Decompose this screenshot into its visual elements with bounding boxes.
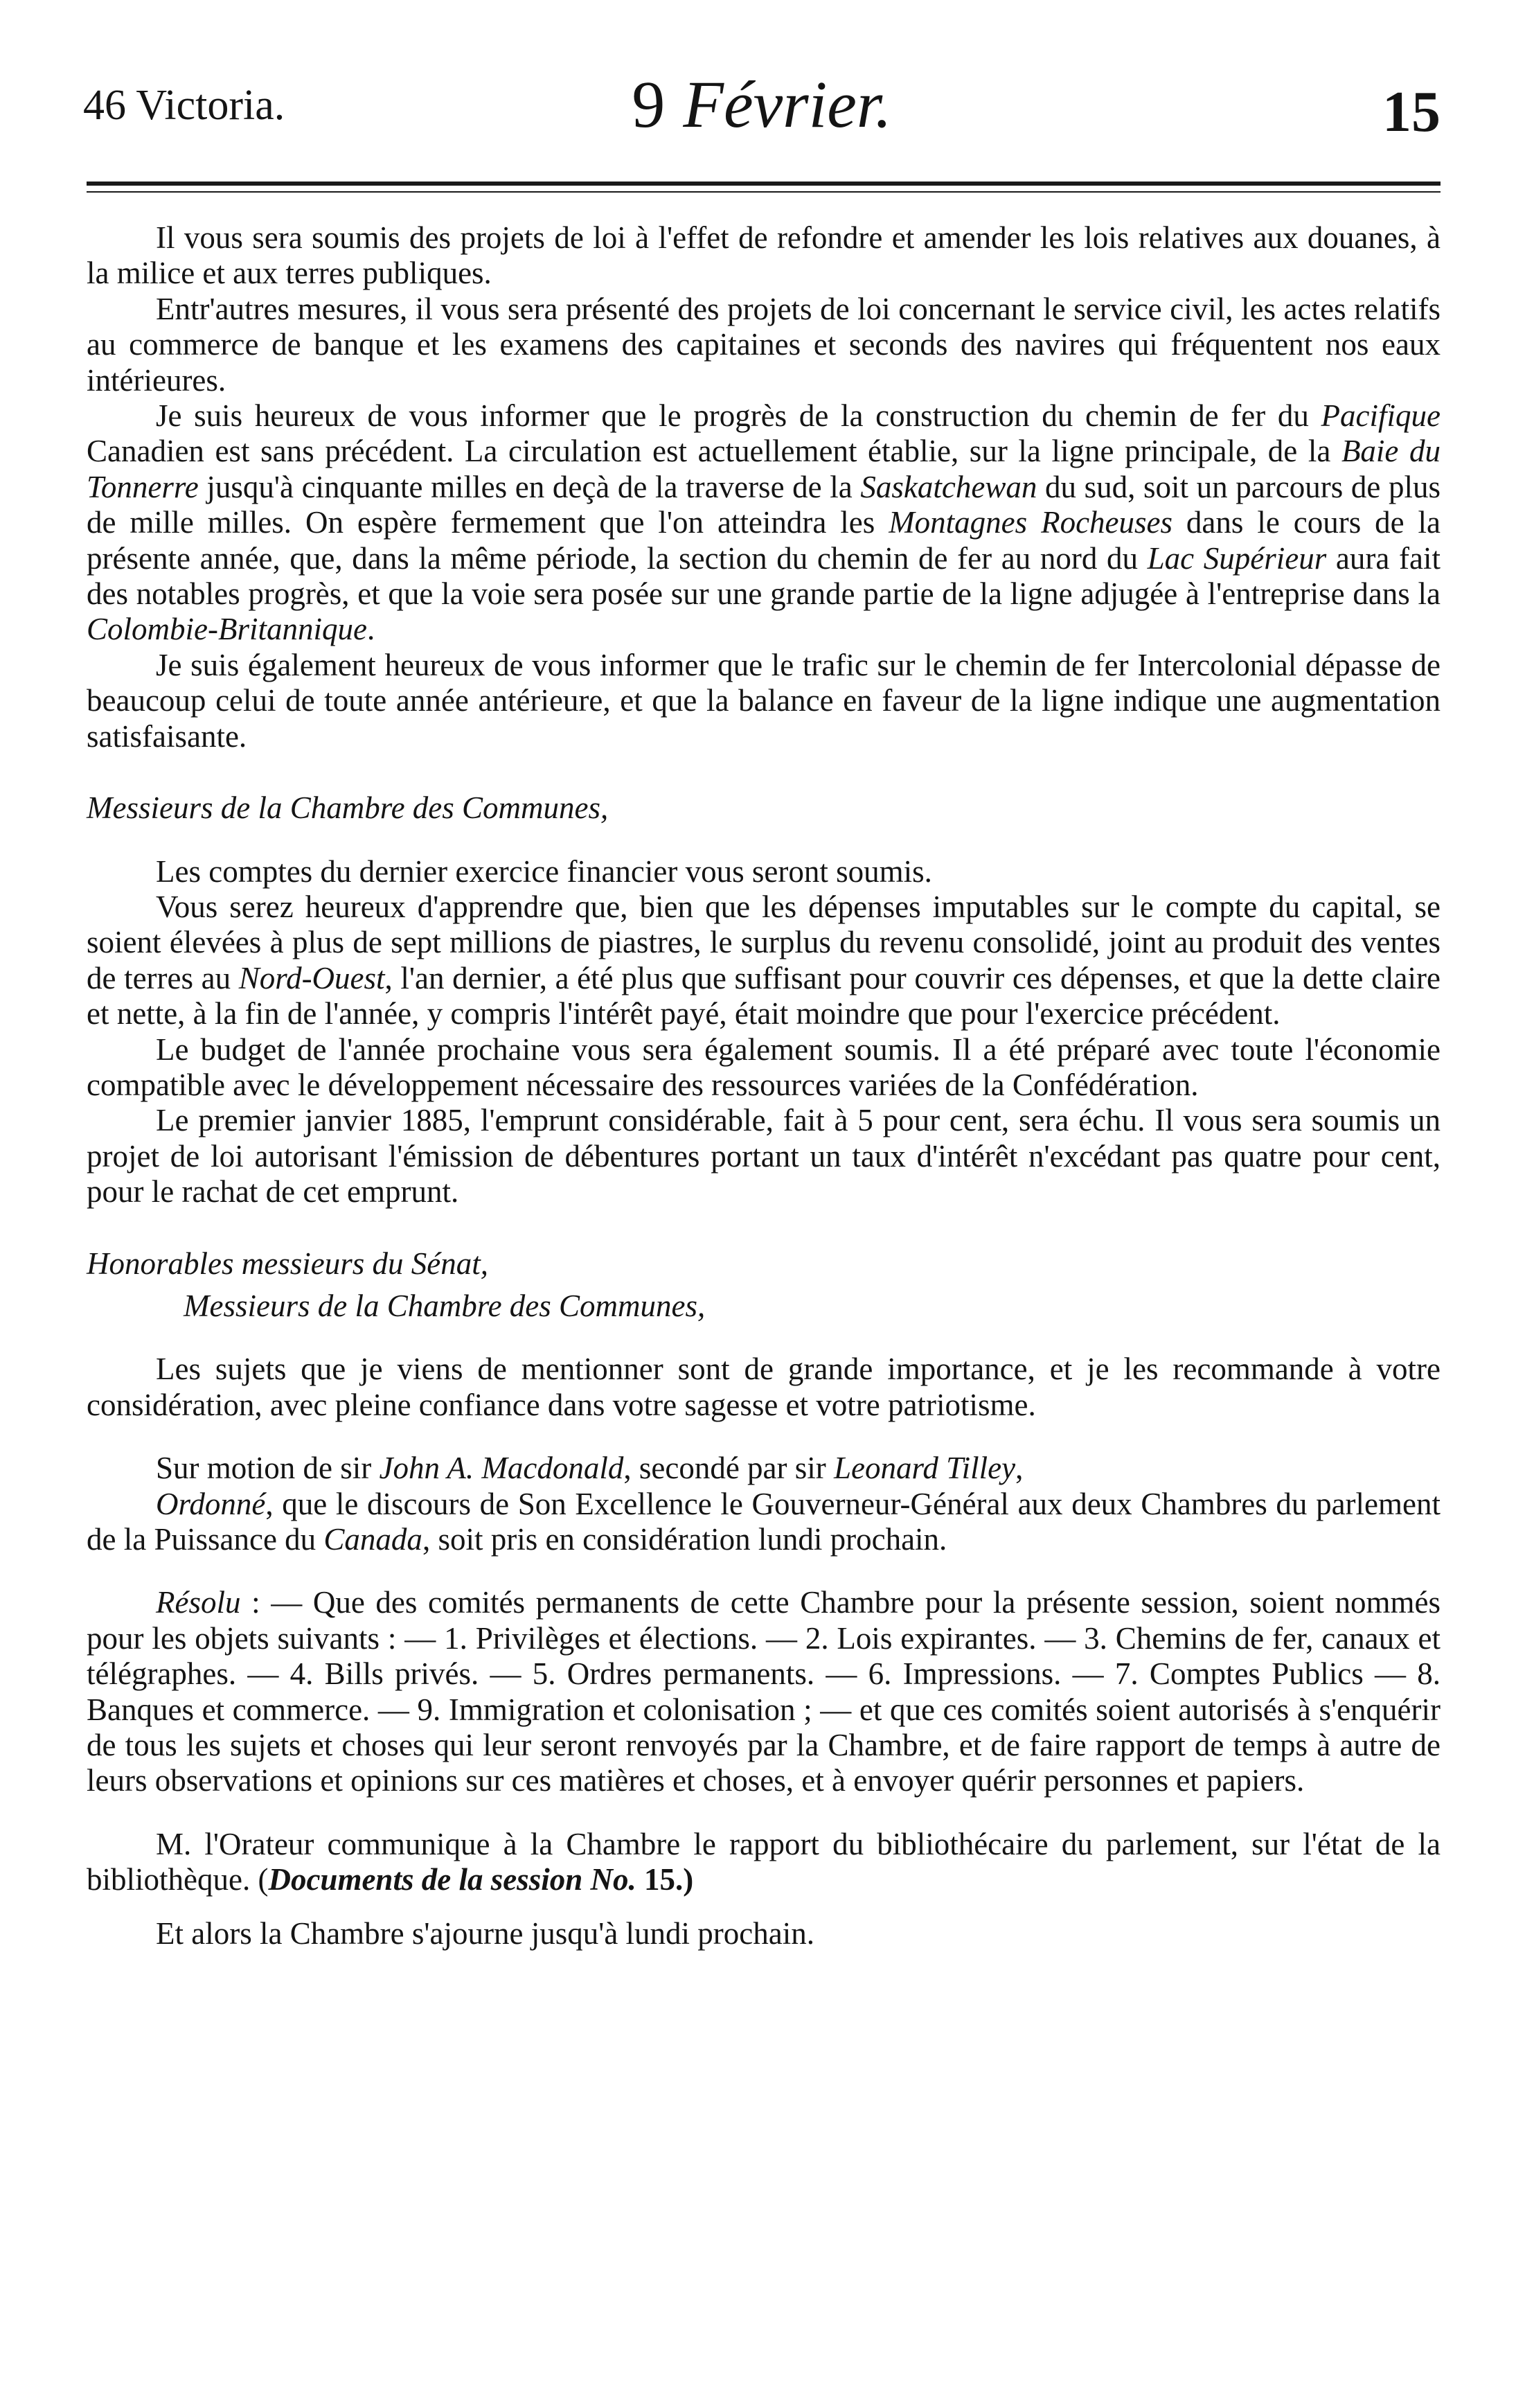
- regnal-year: 46 Victoria.: [83, 82, 285, 129]
- section-heading-commons: Messieurs de la Chambre des Communes,: [87, 790, 609, 826]
- header-rule-thin: [87, 191, 1441, 193]
- paragraph-resolved-committees: Résolu : — Que des comités permanents de cette Chambre pour la présente session, soient nommés pour les objets suivants : — 1. Privilèges et élections. — 2. Lois expirantes. — 3. Chemins de fer, canaux et télégraphes. — 4. Bills privés. — 5. Ordres permanents. — 6. Impressions. — 7. Comptes Publics — 8. Banques et commerce. — 9. Immigration et colonisation ; — et que ces comités soient autorisés à s'enquérir de tous les sujets et choses qui leur seront renvoyés par la Chambre, et de faire rapport de temps à autre de leurs observations et opinions sur ces matières et choses, et à envoyer quérir personnes et papiers.: [87, 1585, 1441, 1798]
- paragraph-intercolonial-railway: Je suis également heureux de vous informer que le trafic sur le chemin de fer Intercolonial dépasse de beaucoup celui de toute année antérieure, et que la balance en faveur de la ligne indique une augmentation satisfaisante.: [87, 647, 1441, 754]
- paragraph-civil-service-bills: Entr'autres mesures, il vous sera présenté des projets de loi concernant le service civil, les actes relatifs au commerce de banque et les examens des capitaines et seconds des navires qui fréquentent nos eaux intérieures.: [87, 291, 1441, 398]
- paragraph-adjournment: Et alors la Chambre s'ajourne jusqu'à lundi prochain.: [156, 1915, 814, 1951]
- paragraph-closing: Les sujets que je viens de mentionner sont de grande importance, et je les recommande à votre considération, avec pleine confiance dans votre sagesse et votre patriotisme.: [87, 1352, 1441, 1422]
- paragraph-capital-expenditure: Vous serez heureux d'apprendre que, bien que les dépenses imputables sur le compte du capital, se soient élevées à plus de sept millions de piastres, le surplus du revenu consolidé, joint au produit des ventes de terres au Nord-Ouest, l'an dernier, a été plus que suffisant pour couvrir ces dépenses, et que la dette claire et nette, à la fin de l'année, y compris l'intérêt payé, était moindre que pour l'exercice précédent.: [87, 889, 1441, 1032]
- paragraph-pacific-railway: Je suis heureux de vous informer que le progrès de la construction du chemin de fer du Pacifique Canadien est sans précédent. La circulation est actuellement établie, sur la ligne principale, de la Baie du Tonnerre jusqu'à cinquante milles en deçà de la traverse de la Saskatchewan du sud, soit un parcours de plus de mille milles. On espère fermement que l'on atteindra les Montagnes Rocheuses dans le cours de la présente année, que, dans la même période, la section du chemin de fer au nord du Lac Supérieur aura fait des notables progrès, et que la voie sera posée sur une grande partie de la ligne adjugée à l'entreprise dans la Colombie-Britannique.: [87, 398, 1441, 647]
- page-date: [83, 66, 1441, 143]
- section-heading-senate: Honorables messieurs du Sénat,: [87, 1246, 488, 1281]
- header-rule-thick: [87, 182, 1441, 186]
- section-heading-commons-2: Messieurs de la Chambre des Communes,: [184, 1288, 706, 1323]
- date-day: 9: [632, 67, 666, 141]
- page-number: 15: [1382, 80, 1441, 144]
- paragraph-librarian-report: M. l'Orateur communique à la Chambre le rapport du bibliothécaire du parlement, sur l'état de la bibliothèque. (Documents de la session No. 15.): [87, 1826, 1441, 1897]
- paragraph-motion: Sur motion de sir John A. Macdonald, secondé par sir Leonard Tilley,: [156, 1451, 1024, 1486]
- page-header: [83, 66, 1441, 142]
- paragraph-ordered: Ordonné, que le discours de Son Excellence le Gouverneur-Général aux deux Chambres du parlement de la Puissance du Canada, soit pris en considération lundi prochain.: [87, 1486, 1441, 1557]
- paragraph-budget: Le budget de l'année prochaine vous sera également soumis. Il a été préparé avec toute l'économie compatible avec le développement nécessaire des ressources variées de la Confédération.: [87, 1032, 1441, 1102]
- paragraph-loan: Le premier janvier 1885, l'emprunt considérable, fait à 5 pour cent, sera échu. Il vous sera soumis un projet de loi autorisant l'émission de débentures portant un taux d'intérêt n'excédant pas quatre pour cent, pour le rachat de cet emprunt.: [87, 1103, 1441, 1210]
- document-body: [87, 220, 1441, 1951]
- paragraph-accounts: Les comptes du dernier exercice financier vous seront soumis.: [156, 853, 932, 889]
- date-month: Février.: [683, 67, 892, 141]
- paragraph-customs-bills: Il vous sera soumis des projets de loi à l'effet de refondre et amender les lois relatives aux douanes, à la milice et aux terres publiques.: [87, 220, 1441, 291]
